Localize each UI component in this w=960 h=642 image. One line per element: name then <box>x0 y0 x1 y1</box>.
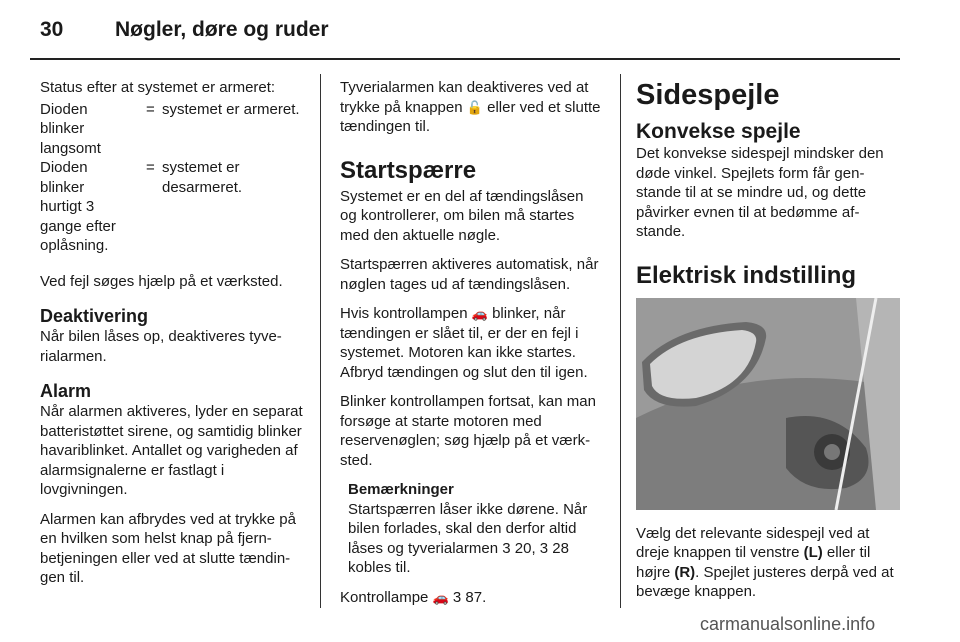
startspaerre-heading: Startspærre <box>340 156 477 184</box>
left-key-label: (L) <box>803 544 823 561</box>
electric-text-part: Vælg det relevante sidespejl ved at dreje knappen til venstre <box>636 524 870 561</box>
status-row <box>40 158 308 256</box>
header-rule <box>30 58 900 60</box>
control-lamp-ref <box>340 588 603 608</box>
column-divider <box>620 74 621 608</box>
electric-text-part: eller til højre <box>636 544 871 581</box>
status-sep: = <box>146 159 155 176</box>
status-desc: systemet er desarmeret. <box>162 159 243 196</box>
car-key-lamp-icon: 🚗 <box>471 306 488 321</box>
alarm-heading: Alarm <box>40 381 92 401</box>
deactivation-heading: Deaktivering <box>40 306 149 326</box>
status-intro: Status efter at systemet er armeret: <box>40 79 276 96</box>
status-sep: = <box>146 100 155 118</box>
note-text-part: kobles til. <box>348 559 411 576</box>
immobilizer-text: Blinker kontrollampen fortsat, kan man forsøge at starte motoren med reservenøglen; søg hjælp på et værksted. <box>340 393 596 469</box>
column-divider <box>320 74 321 608</box>
control-lamp-label: Kontrollampe <box>340 588 433 606</box>
immobilizer-text: Systemet er en del af tændingslåsen og kontrollerer, om bilen må startes med den aktuelle nøgle. <box>340 187 584 244</box>
note-box <box>340 480 603 578</box>
deactivate-intro <box>340 78 603 137</box>
note-text-part: Startspærren låser ikke dørene. Når bilen forlades, skal den derfor altid låses og tyverialarmen <box>348 500 588 557</box>
deactivate-text: eller ved et slutte tændingen til. <box>340 98 601 135</box>
page-number: 30 <box>40 18 64 41</box>
page-ref-link[interactable]: 3 87. <box>448 588 487 606</box>
page-ref-link[interactable]: 3 20 <box>502 539 532 557</box>
convex-text: Det konvekse sidespejl mindsker den døde vinkel. Spejlets form får genstande til at se mindre ud, og dette påvirker evnen til at bedømme afstande. <box>636 145 884 240</box>
column-right <box>636 78 902 612</box>
immobilizer-text <box>340 304 603 382</box>
column-left <box>40 78 308 598</box>
column-middle <box>340 78 603 617</box>
watermark: carmanualsonline.info <box>700 614 876 634</box>
note-text <box>348 500 603 578</box>
note-text-part: , <box>531 539 540 557</box>
electric-heading: Elektrisk indstilling <box>636 261 857 289</box>
immobilizer-text-part: Hvis kontrollampen <box>340 305 472 322</box>
electric-text-part: . Spejlet justeres derpå ved at bevæge knappen. <box>636 563 894 600</box>
immobilizer-text-part: blinker, når tændingen er slået til, er der en fejl i systemet. Motoren kan ikke startes. Afbryd tændingen og slut den til igen. <box>340 305 588 381</box>
sidespejle-title: Sidespejle <box>636 79 780 111</box>
page-ref-link[interactable]: 3 28 <box>539 539 569 557</box>
immobilizer-text: Startspærren aktiveres automatisk, når nøglen tages ud af tændingslåsen. <box>340 256 599 293</box>
status-row <box>40 100 308 159</box>
fault-text: Ved fejl søges hjælp på et værksted. <box>40 272 283 290</box>
deactivate-text: Tyverialarmen kan deaktiveres ved at trykke på knappen <box>340 79 589 116</box>
mirror-adjust-photo <box>636 298 900 510</box>
status-term: Dioden blinker langsomt <box>40 100 101 157</box>
note-title: Bemærkninger <box>348 481 454 498</box>
car-key-lamp-icon: 🚗 <box>432 589 449 605</box>
alarm-text: Når alarmen aktiveres, lyder en separat batteristøttet sirene, og samtidig blinker havariblinket. Antallet og varigheden af alarmsignalerne er fastlagt i lovgivningen. <box>40 403 303 498</box>
status-desc: systemet er armeret. <box>162 100 300 118</box>
right-key-label: (R) <box>674 563 696 581</box>
status-term: Dioden blinker hurtigt 3 gange efter oplåsning. <box>40 159 116 254</box>
page-title: Nøgler, døre og ruder <box>115 18 329 41</box>
deactivation-text: Når bilen låses op, deaktiveres tyverialarmen. <box>40 328 282 365</box>
alarm-text: Alarmen kan afbrydes ved at trykke på en hvilken som helst knap på fjernbetjeningen eller ved at slutte tændingen til. <box>40 510 296 586</box>
unlock-icon: 🔓 <box>466 99 483 115</box>
page-header <box>30 14 900 50</box>
electric-text <box>636 524 902 602</box>
convex-heading: Konvekse spejle <box>636 120 801 143</box>
